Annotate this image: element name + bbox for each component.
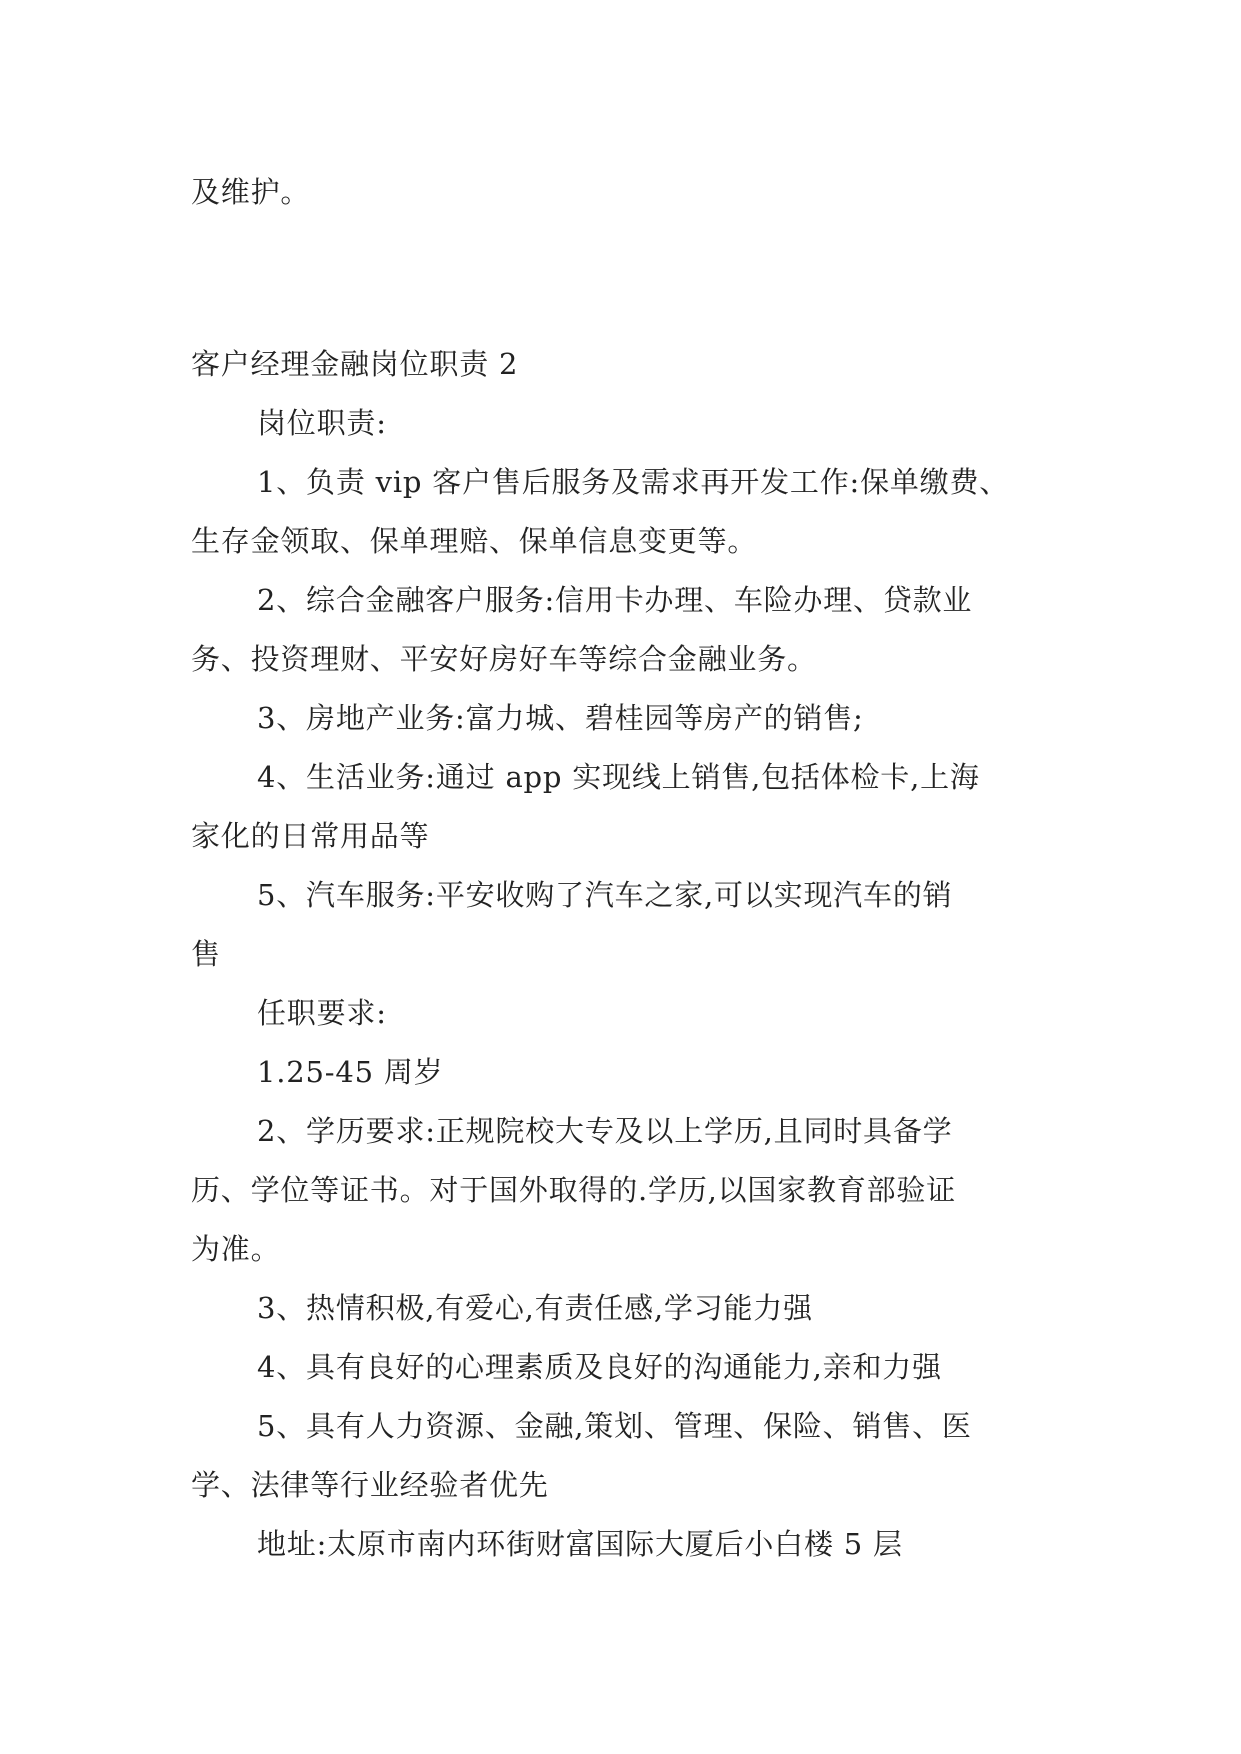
duty-2-line-1: 2、综合金融客户服务:信用卡办理、车险办理、贷款业 (257, 583, 973, 617)
duty-3: 3、房地产业务:富力城、碧桂园等房产的销售; (257, 701, 864, 735)
requirement-2-line-1: 2、学历要求:正规院校大专及以上学历,且同时具备学 (257, 1114, 953, 1148)
duty-5-line-1: 5、汽车服务:平安收购了汽车之家,可以实现汽车的销 (257, 878, 953, 912)
requirement-1: 1.25-45 周岁 (257, 1055, 444, 1089)
duty-1-line-1: 1、负责 vip 客户售后服务及需求再开发工作:保单缴费、 (257, 465, 1010, 499)
requirement-2-line-2: 历、学位等证书。对于国外取得的.学历,以国家教育部验证 (191, 1173, 957, 1207)
duty-4-line-2: 家化的日常用品等 (191, 819, 430, 853)
continuation-line: 及维护。 (191, 175, 311, 209)
duty-2-line-2: 务、投资理财、平安好房好车等综合金融业务。 (191, 642, 817, 676)
requirement-3: 3、热情积极,有爱心,有责任感,学习能力强 (257, 1291, 813, 1325)
requirement-4: 4、具有良好的心理素质及良好的沟通能力,亲和力强 (257, 1350, 942, 1384)
requirement-5-line-1: 5、具有人力资源、金融,策划、管理、保险、销售、医 (257, 1409, 972, 1443)
requirement-2-line-3: 为准。 (191, 1232, 281, 1266)
duty-4-line-1: 4、生活业务:通过 app 实现线上销售,包括体检卡,上海 (257, 760, 980, 794)
duty-1-line-2: 生存金领取、保单理赔、保单信息变更等。 (191, 524, 758, 558)
address-line: 地址:太原市南内环街财富国际大厦后小白楼 5 层 (257, 1527, 903, 1561)
requirement-5-line-2: 学、法律等行业经验者优先 (191, 1468, 549, 1502)
subheading-duties: 岗位职责: (257, 406, 387, 440)
duty-5-line-2: 售 (191, 937, 221, 971)
section-heading: 客户经理金融岗位职责 2 (191, 347, 519, 381)
subheading-requirements: 任职要求: (257, 996, 387, 1030)
